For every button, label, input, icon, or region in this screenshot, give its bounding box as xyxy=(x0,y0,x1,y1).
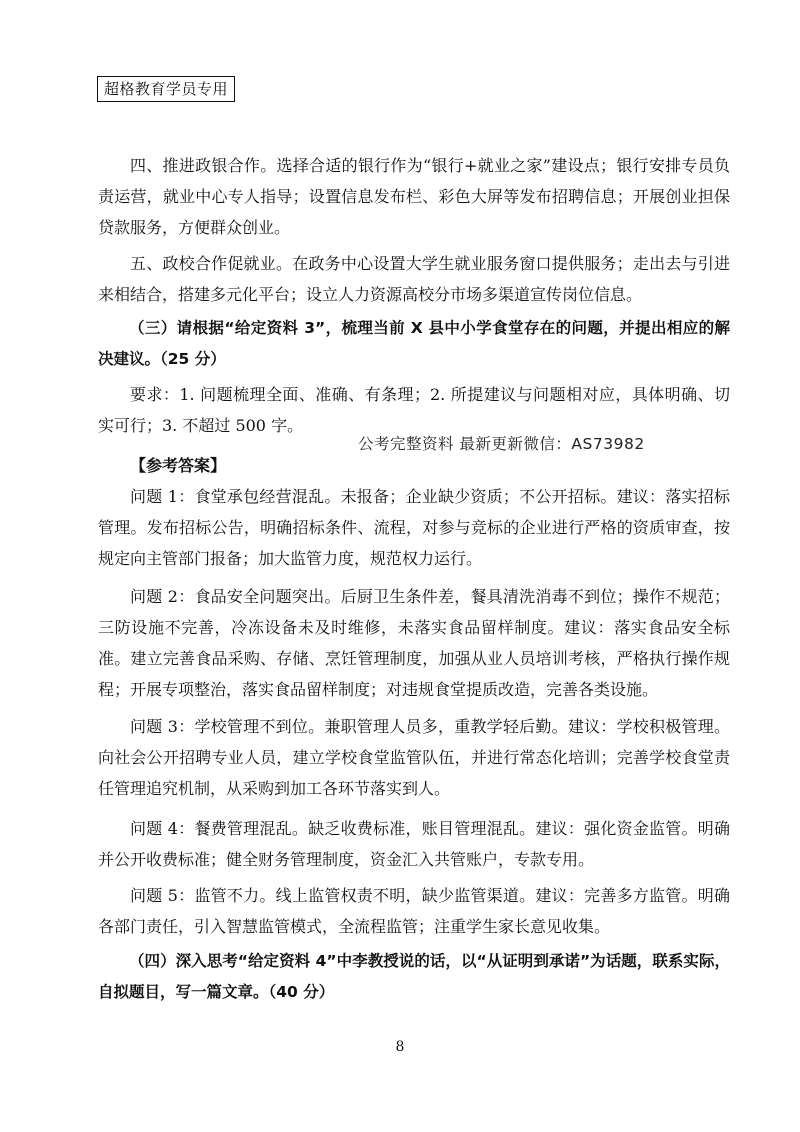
answer-problem-1: 问题 1：食堂承包经营混乱。未报备；企业缺少资质；不公开招标。建议：落实招标管理。发布招标公告，明确招标条件、流程，对参与竞标的企业进行严格的资质审查，按规定向主管部门报备；加大监管力度，规范权力运行。 xyxy=(98,487,730,568)
header-stamp: 超格教育学员专用 xyxy=(97,76,235,102)
answer-problem-4: 问题 4：餐费管理混乱。缺乏收费标准，账目管理混乱。建议：强化资金监管。明确并公开收费标准；健全财务管理制度，资金汇入共管账户，专款专用。 xyxy=(98,819,730,869)
question-3-requirement: 要求：1. 问题梳理全面、准确、有条理；2. 所提建议与问题相对应，具体明确、切实可行；3. 不超过 500 字。 xyxy=(98,385,730,435)
page-number: 8 xyxy=(395,1039,405,1055)
paragraph-item-5: 五、政校合作促就业。在政务中心设置大学生就业服务窗口提供服务；走出去与引进来相结合，搭建多元化平台；设立人力资源高校分市场多渠道宣传岗位信息。 xyxy=(98,254,730,304)
answer-problem-3: 问题 3：学校管理不到位。兼职管理人员多，重教学轻后勤。建议：学校积极管理。向社会公开招聘专业人员，建立学校食堂监管队伍，并进行常态化培训；完善学校食堂责任管理追究机制，从采购到加工各环节落实到人。 xyxy=(98,717,730,798)
question-4-title: （四）深入思考“给定资料 4”中李教授说的话，以“从证明到承诺”为话题，联系实际，自拟题目，写一篇文章。（40 分） xyxy=(98,952,730,1001)
answer-problem-5: 问题 5：监管不力。线上监管权责不明，缺少监管渠道。建议：完善多方监管。明确各部门责任，引入智慧监管模式，全流程监管；注重学生家长意见收集。 xyxy=(98,886,730,936)
answer-problem-2: 问题 2：食品安全问题突出。后厨卫生条件差，餐具清洗消毒不到位；操作不规范；三防设施不完善，冷冻设备未及时维修，未落实食品留样制度。建议：落实食品安全标准。建立完善食品采购、存储、烹饪管理制度，加强从业人员培训考核，严格执行操作规程；开展专项整治，落实食品留样制度；对违规食堂提质改造，完善各类设施。 xyxy=(98,587,730,699)
question-3-title: （三）请根据“给定资料 3”，梳理当前 X 县中小学食堂存在的问题，并提出相应的解决建议。（25 分） xyxy=(98,319,730,368)
watermark-text: 公考完整资料 最新更新微信：AS73982 xyxy=(358,435,645,453)
answer-label: 【参考答案】 xyxy=(130,456,227,475)
paragraph-item-4: 四、推进政银合作。选择合适的银行作为“银行+就业之家”建设点；银行安排专员负责运营，就业中心专人指导；设置信息发布栏、彩色大屏等发布招聘信息；开展创业担保贷款服务，方便群众创业。 xyxy=(98,156,730,237)
